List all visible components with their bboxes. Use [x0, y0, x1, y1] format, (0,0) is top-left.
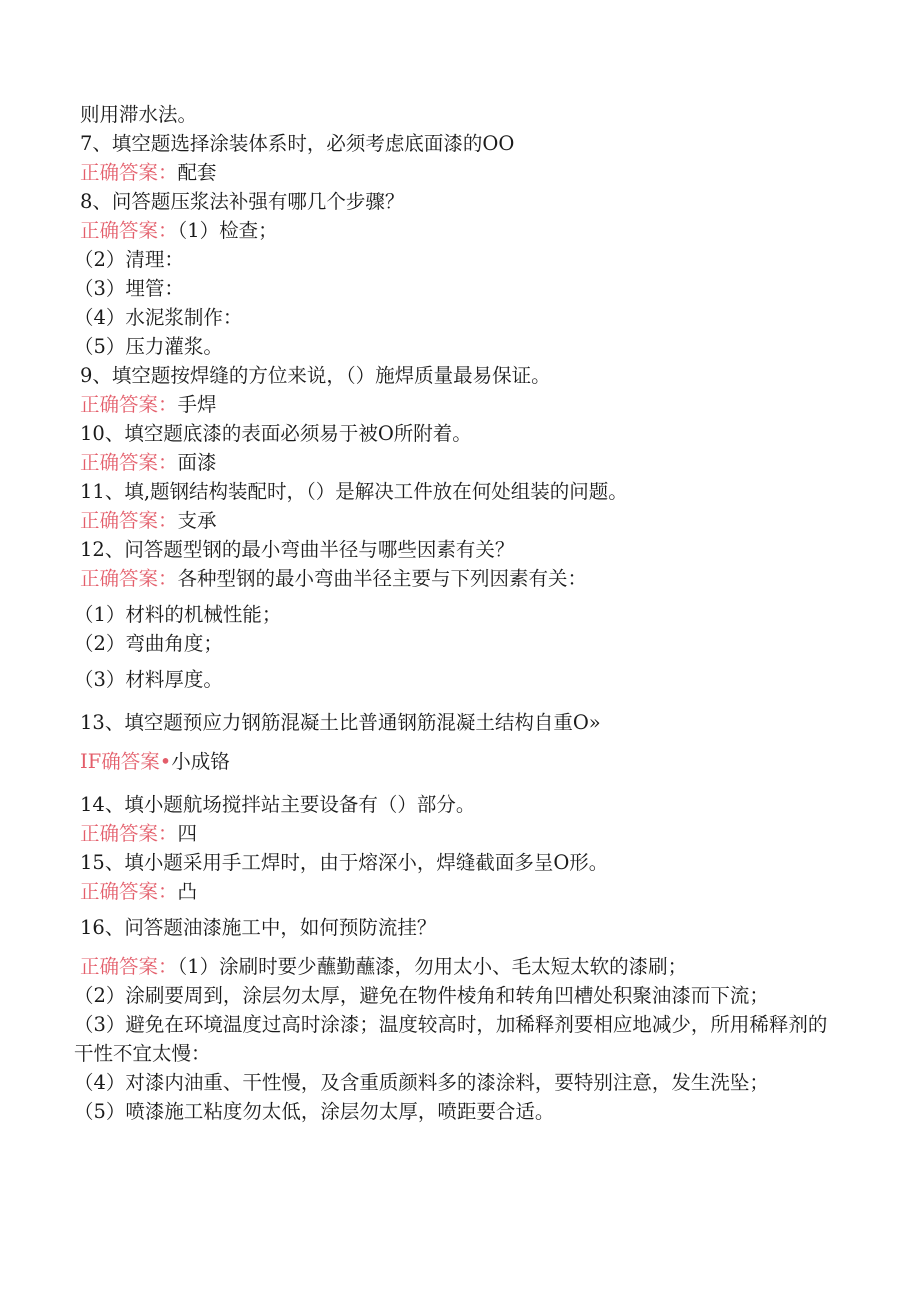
answer-10: 正确答案：面漆 [80, 451, 217, 474]
text-line-continuation: 则用滞水法。 [80, 103, 198, 126]
answer-label: 正确答案： [80, 219, 178, 242]
answer-label: 正确答案： [80, 880, 178, 903]
answer-label: 正确答案： [80, 567, 178, 590]
answer-label: 正确答案： [80, 161, 178, 184]
answer-12-item-3: （3）材料厚度。 [74, 668, 223, 691]
answer-12: 正确答案：各种型钢的最小弯曲半径主要与下列因素有关： [80, 567, 588, 590]
answer-16: 正确答案：（1）涂刷时要少蘸勤蘸漆，勿用太小、毛太短太软的漆刷； [80, 955, 688, 978]
answer-8-step-4: （4）水泥浆制作： [74, 306, 243, 329]
question-11: 11、填,题钢结构装配时，（）是解决工件放在何处组装的问题。 [80, 480, 628, 503]
answer-8-step-3: （3）埋管： [74, 277, 184, 300]
answer-label: 正确答案： [80, 955, 178, 978]
question-7: 7、填空题选择涂装体系时，必须考虑底面漆的OO [80, 132, 515, 155]
question-15: 15、填小题采用手工焊时，由于熔深小，焊缝截面多呈O形。 [80, 851, 609, 874]
question-10: 10、填空题底漆的表面必须易于被O所附着。 [80, 422, 472, 445]
answer-13: IF确答案•小成铬 [80, 750, 230, 773]
answer-label: 正确答案： [80, 451, 178, 474]
question-12: 12、问答题型钢的最小弯曲半径与哪些因素有关？ [80, 538, 515, 561]
answer-8: 正确答案：（1）检查； [80, 219, 278, 242]
question-13: 13、填空题预应力钢筋混凝土比普通钢筋混凝土结构自重O» [80, 711, 601, 734]
answer-8-step-2: （2）清理： [74, 248, 184, 271]
answer-label: 正确答案： [80, 509, 178, 532]
answer-16-item-4: （4）对漆内油重、干性慢，及含重质颜料多的漆涂料，要特别注意，发生洗坠； [74, 1071, 769, 1094]
answer-label: 正确答案： [80, 822, 178, 845]
answer-14: 正确答案：四 [80, 822, 198, 845]
answer-7: 正确答案：配套 [80, 161, 217, 184]
answer-11: 正确答案：支承 [80, 509, 217, 532]
answer-8-step-5: （5）压力灌浆。 [74, 335, 223, 358]
answer-15: 正确答案：凸 [80, 880, 198, 903]
answer-12-item-1: （1）材料的机械性能； [74, 603, 282, 626]
answer-12-item-2: （2）弯曲角度； [74, 632, 223, 655]
answer-label: 正确答案： [80, 393, 178, 416]
answer-9: 正确答案：手焊 [80, 393, 217, 416]
question-9: 9、填空题按焊缝的方位来说，（）施焊质量最易保证。 [80, 364, 551, 387]
answer-label: IF确答案• [80, 750, 172, 773]
answer-16-item-3: （3）避免在环境温度过高时涂漆；温度较高时，加稀释剂要相应地减少，所用稀释剂的干性不宜太慢： [74, 1013, 828, 1065]
question-16: 16、问答题油漆施工中，如何预防流挂？ [80, 916, 437, 939]
question-8: 8、问答题压浆法补强有哪几个步骤？ [80, 190, 405, 213]
answer-16-item-5: （5）喷漆施工粘度勿太低，涂层勿太厚，喷距要合适。 [74, 1100, 555, 1123]
document-page [74, 100, 830, 1126]
question-14: 14、填小题航场搅拌站主要设备有（）部分。 [80, 793, 476, 816]
answer-16-item-2: （2）涂刷要周到，涂层勿太厚，避免在物件棱角和转角凹槽处积聚油漆而下流； [74, 984, 769, 1007]
